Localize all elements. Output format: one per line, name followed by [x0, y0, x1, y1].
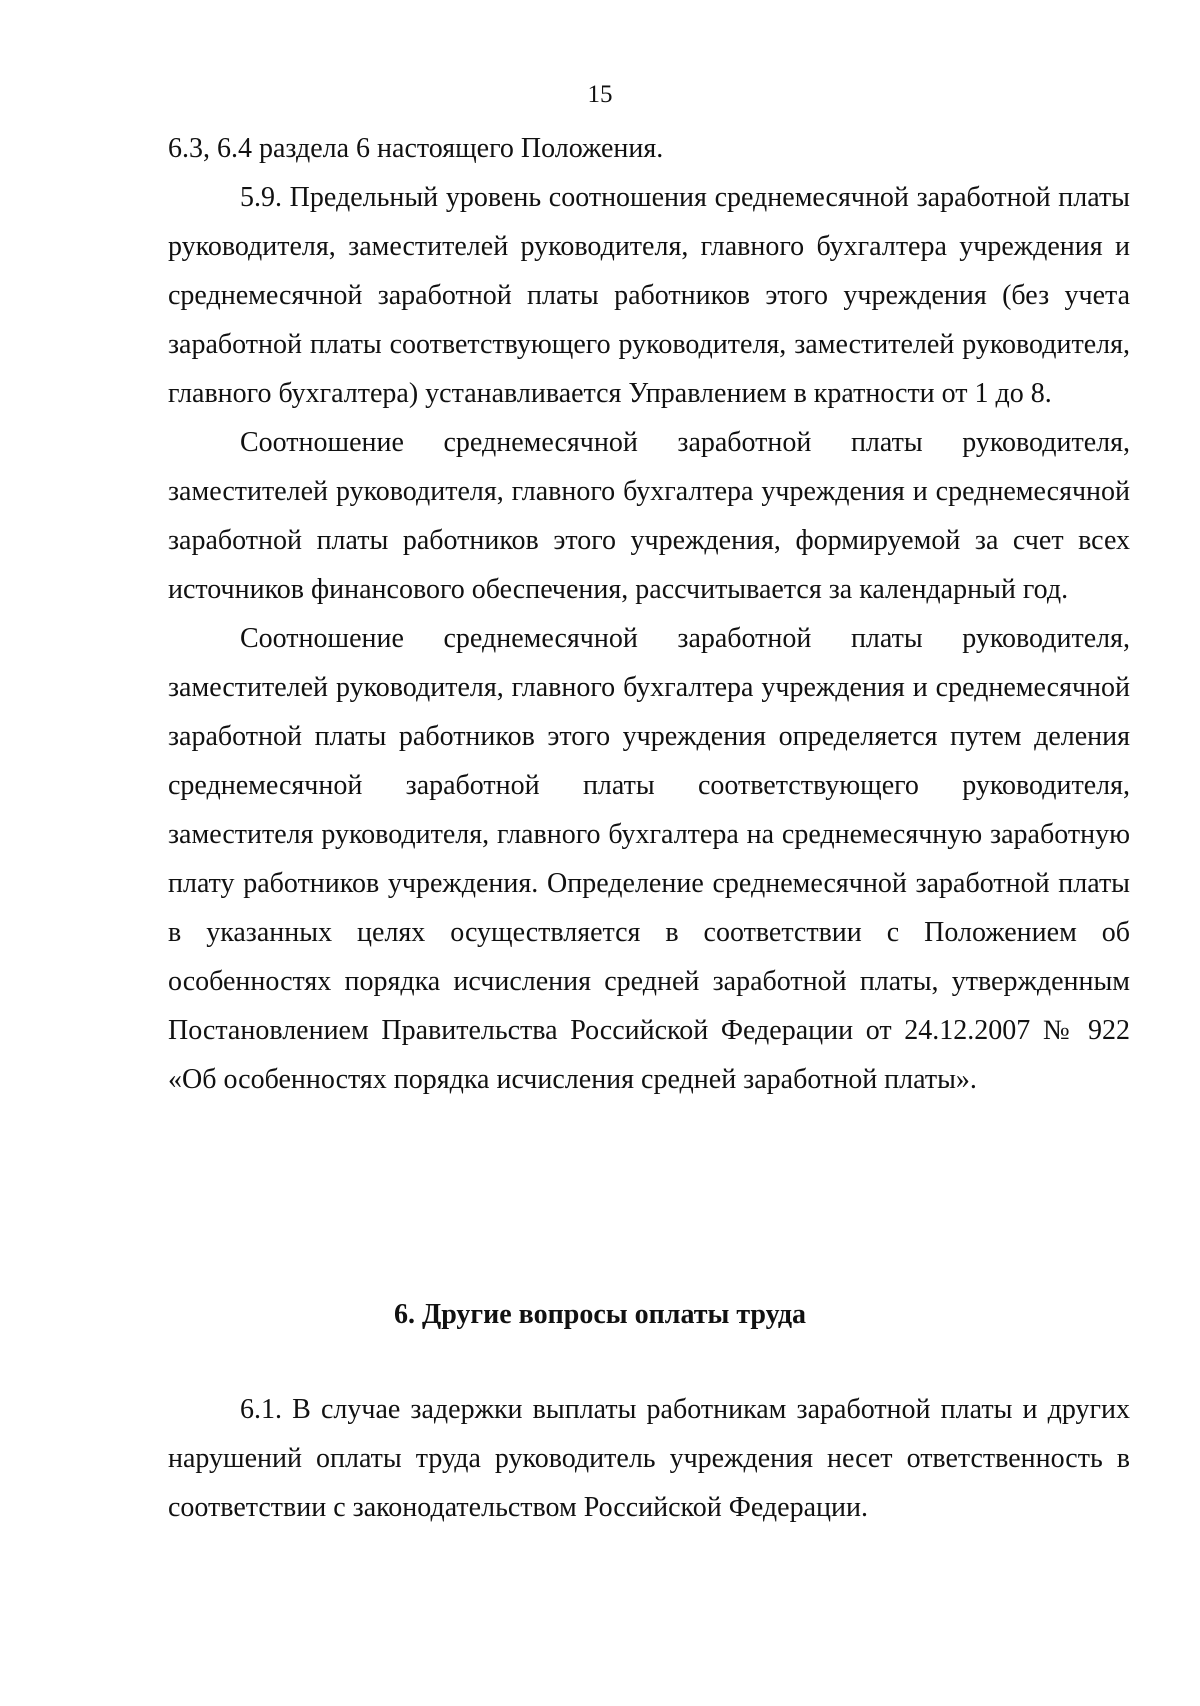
paragraph-continuation: 6.3, 6.4 раздела 6 настоящего Положения. — [168, 133, 664, 164]
page-number: 15 — [587, 81, 613, 108]
paragraph-5-9: 5.9. Предельный уровень соотношения среднемесячной заработной платы руководителя, заместителей руководителя, главного бухгалтера учреждения и среднемесячной заработной платы работников этого учреждения (без учета заработной платы соответствующего руководителя, заместителей руководителя, главного бухгалтера) устанавливается Управлением в кратности от 1 до 8. — [168, 182, 1130, 409]
paragraph-ratio-calculation: Соотношение среднемесячной заработной платы руководителя, заместителей руководителя, главного бухгалтера учреждения и среднемесячной заработной платы работников этого учреждения, формируемой за счет всех источников финансового обеспечения, рассчитывается за календарный год. — [168, 427, 1130, 605]
paragraph-6-1: 6.1. В случае задержки выплаты работникам заработной платы и других нарушений оплаты труда руководитель учреждения несет ответственность в соответствии с законодательством Российской Федерации. — [168, 1394, 1130, 1523]
document-body-lower — [168, 1385, 1130, 1532]
paragraph-ratio-definition: Соотношение среднемесячной заработной платы руководителя, заместителей руководителя, главного бухгалтера учреждения и среднемесячной заработной платы работников этого учреждения определяется путем деления среднемесячной заработной платы соответствующего руководителя, заместителя руководителя, главного бухгалтера на среднемесячную заработную плату работников учреждения. Определение среднемесячной заработной платы в указанных целях осуществляется в соответствии с Положением об особенностях порядка исчисления средней заработной платы, утвержденным Постановлением Правительства Российской Федерации от 24.12.2007 № 922 «Об особенностях порядка исчисления средней заработной платы». — [168, 623, 1130, 1095]
document-body-upper — [168, 124, 1130, 1104]
section-6-heading: 6. Другие вопросы оплаты труда — [393, 1299, 807, 1330]
